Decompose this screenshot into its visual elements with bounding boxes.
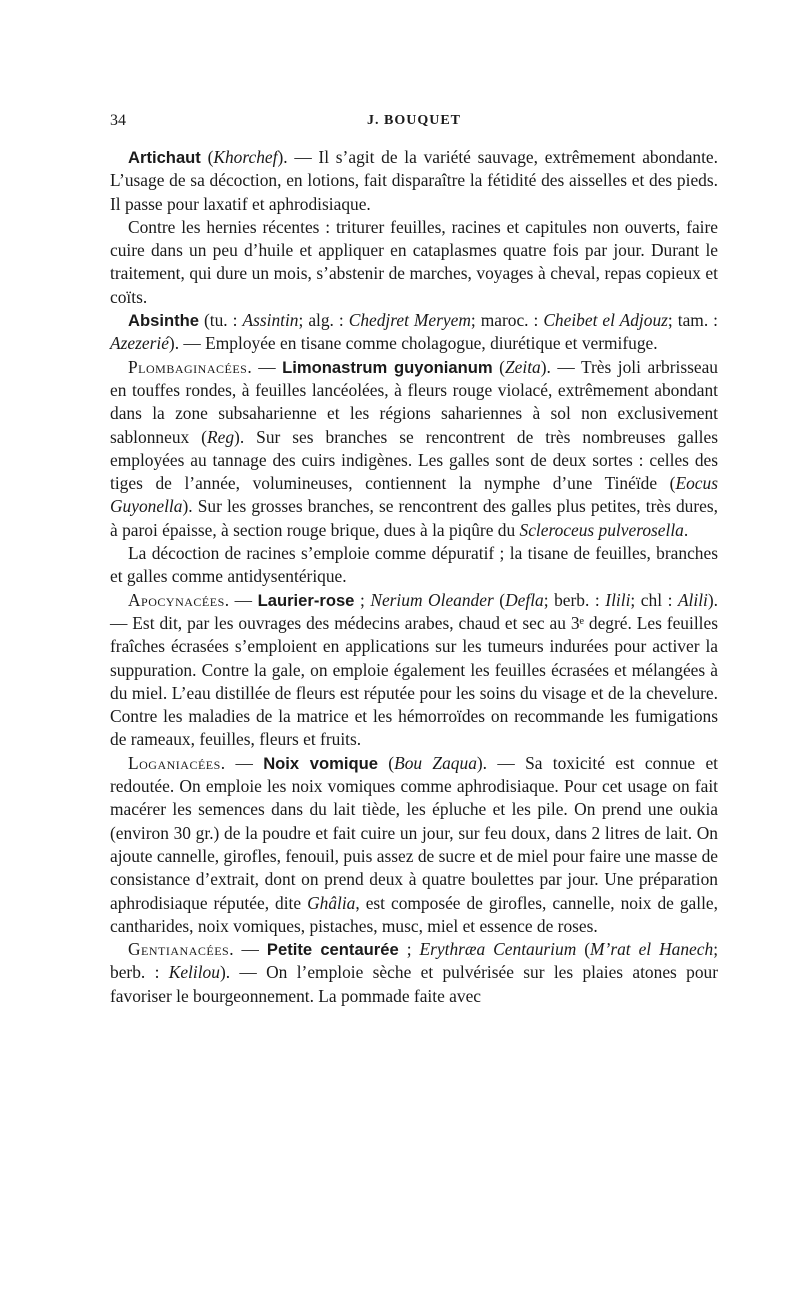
italic-term: Alili [677,589,708,610]
entry-term: Absinthe [128,311,199,331]
italic-term: Nerium Oleander [370,589,494,610]
family-name: Gentianacées [128,939,230,960]
paragraph [110,752,718,938]
family-name: Loganiacées [128,752,221,773]
text-run: . — [229,939,267,960]
family-name: Apocynacées [128,589,225,610]
paragraph [110,938,718,1008]
paragraph [110,146,718,216]
text-run: Contre les hernies récentes : triturer feuilles, racines et capitules non ouverts, faire cuire dans un peu d’huile et appliquer en cataplasmes quatre fois par jour. Durant le traitement, qui dure un mois, s’abstenir de marches, voyages à cheval, repas copieux et coïts. [110,216,718,307]
text-run: ( [200,147,214,167]
text-run: ; berb. : [543,589,606,610]
text-run: ( [492,356,505,377]
text-run: ; alg. : [298,310,349,331]
text-run: ; berb. : [110,939,719,983]
italic-term: Assintin [242,310,299,331]
text-run: ( [576,939,591,960]
text-run: ). Sur ses branches se rencontrent de très nombreuses galles employées au tannage des cuirs indigènes. Les galles sont de deux sortes : celles des tiges de l’année, volumineuses, contiennent la nymphe d’une Tinéïde ( [110,426,718,494]
paragraph [110,589,718,752]
text-run: ; chl : [630,589,678,610]
running-title: J. BOUQUET [366,113,461,128]
text-run: . [683,519,689,540]
body-text [110,146,718,1008]
text-run: ; [398,939,420,960]
family-name: Plombaginacées [128,356,248,377]
text-run: ). — Sa toxicité est connue et redoutée. On emploie les noix vomiques comme aphrodisiaque. Pour cet usage on fait macérer les semences dans du lait tiède, les épluche et les pile. On prend une oukia (environ 30 gr.) de la poudre et fait cuire un jour, sur feu doux, dans 2 litres de lait. On ajoute cannelle, girofles, fenouil, puis assez de sucre et de miel pour faire une masse de consistance d’extrait, dont on prend deux à quatre boulettes par jour. Une préparation aphrodisiaque réputée, dite [110,752,718,913]
text-run: . — [220,752,264,773]
italic-term: Cheibet el Adjouz [543,310,668,331]
entry-term: Laurier-rose [257,590,355,610]
italic-term: Ghâlia [307,892,356,913]
entry-term: Petite centaurée [266,940,399,960]
entry-term: Artichaut [128,148,201,167]
italic-term: Bou Zaqua [394,752,477,773]
italic-term: Chedjret Meryem [348,310,471,331]
italic-term: Kelilou [168,962,220,983]
page-header [110,112,718,134]
paragraph [110,309,718,356]
text-run: ). — Employée en tisane comme cholagogue, diurétique et vermifuge. [168,333,658,354]
italic-term: Reg [206,426,235,447]
entry-term: Noix vomique [263,753,378,773]
text-run: , est composée de girofles, cannelle, noix de galle, cantharides, noix vomiques, pistaches, musc, miel et essence de roses. [110,892,718,936]
italic-term: Ilili [605,589,631,610]
text-run: ). — Il s’agit de la variété sauvage, extrêmement abondante. L’usage de sa décoction, en lotions, fait disparaître la fétidité des aisselles et des pieds. Il passe pour laxatif et aphrodisiaque. [110,147,719,214]
text-run: ). — On l’emploie sèche et pulvérisée sur les plaies atones pour favoriser le bourgeonnement. La pommade faite avec [110,962,719,1006]
text-run: . — [247,356,283,377]
italic-term: M’rat el Hanech [590,939,714,960]
text-run: ; tam. : [667,310,718,331]
text-run: ; [354,589,371,610]
text-run: La décoction de racines s’emploie comme dépuratif ; la tisane de feuilles, branches et galles comme antidysentérique. [110,543,718,587]
entry-term: Limonastrum guyonianum [282,357,493,377]
text-run: ( [493,589,506,610]
italic-term: Zeita [504,356,541,377]
text-run: ; maroc. : [470,310,544,331]
italic-term: Defla [505,589,544,610]
text-run: . — [224,589,258,610]
text-run: (tu. : [199,310,243,331]
italic-term: Scleroceus pulverosella [519,519,684,540]
page-number: 34 [110,112,126,129]
text-run: ). — Très joli arbrisseau en touffes rondes, à feuilles lancéolées, à fleurs rouge violacé, extrêmement abondant dans la zone subsaharienne et les régions sahariennes à sol non exclusivement sablonneux ( [110,356,718,447]
text-run: ). Sur les grosses branches, se rencontrent des galles plus petites, très dures, à paroi épaisse, à section rouge brique, dues à la piqûre du [110,496,718,540]
text-run: ( [377,752,395,773]
italic-term: Erythræa Centaurium [419,939,577,960]
text-run: ). — Est dit, par les ouvrages des médecins arabes, chaud et sec au 3ᵉ degré. Les feuilles fraîches écrasées s’emploient en applications sur les tumeurs indurées pour activer la suppuration. Contre la gale, on emploie également les feuilles écrasées et mélangées à du miel. L’eau distillée de fleurs est réputée pour les soins du visage et de la chevelure. Contre les maladies de la matrice et les hémorroïdes on recommande les fumigations de rameaux, feuilles, fleurs et fruits. [110,589,719,750]
paragraph [110,356,718,542]
italic-term: Eocus Guyonella [110,473,718,517]
italic-term: Khorchef [213,147,278,167]
paragraph [110,216,718,309]
paragraph [110,542,718,589]
italic-term: Azezerié [110,333,169,354]
